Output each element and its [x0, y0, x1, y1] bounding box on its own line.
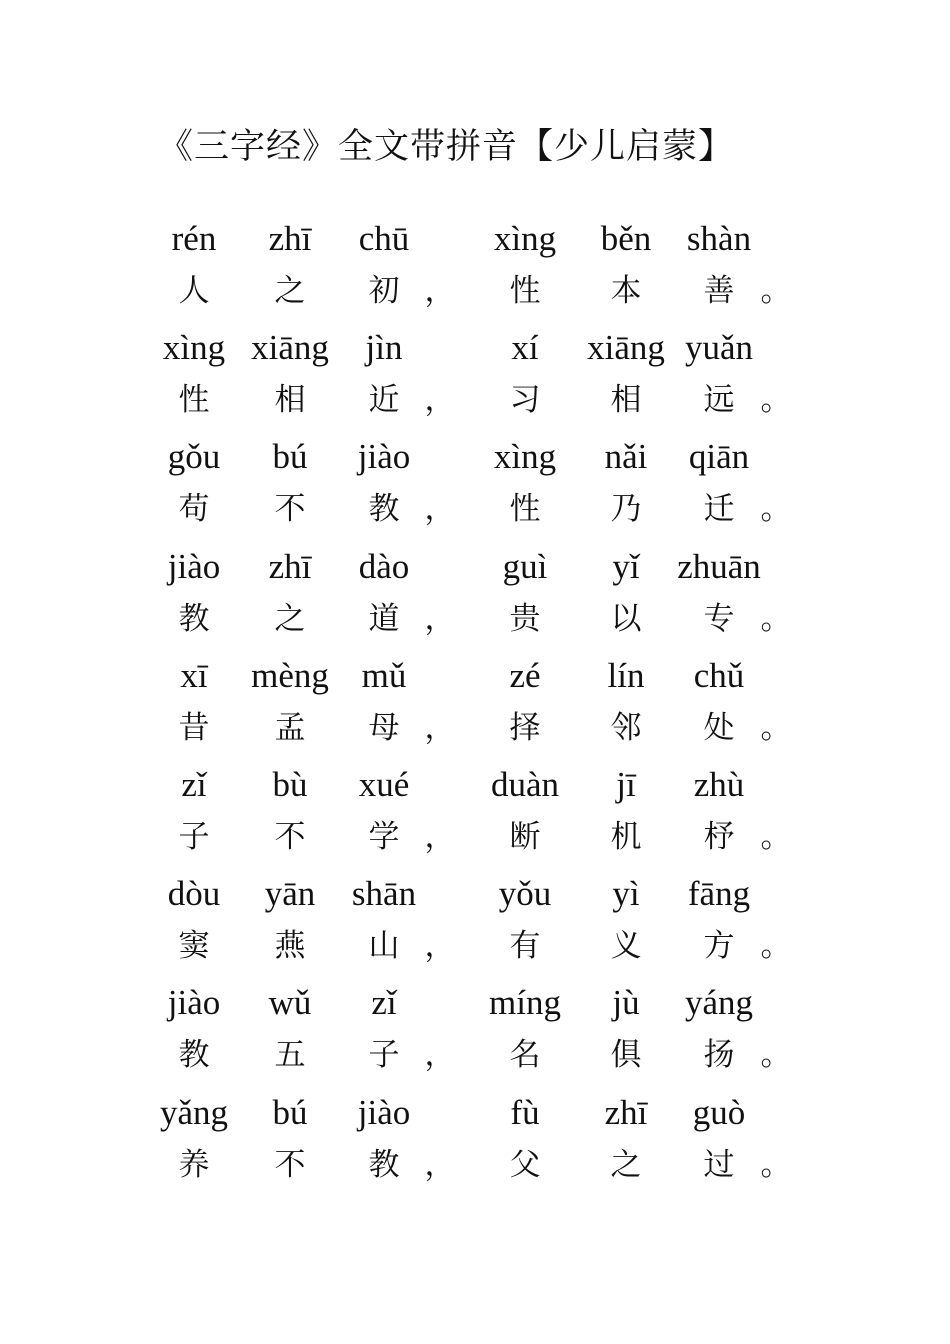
hanzi-character: 迁 — [703, 491, 735, 528]
pinyin-syllable: bù — [272, 765, 308, 804]
hanzi-character: 学 — [368, 819, 400, 855]
period-mark: 。 — [760, 382, 792, 419]
hanzi-character: 父 — [509, 1146, 541, 1183]
hanzi-character: 机 — [610, 819, 642, 855]
comma-mark: ， — [424, 600, 456, 637]
verse-line — [0, 656, 950, 756]
comma-mark: ， — [424, 382, 456, 419]
pinyin-syllable: zhù — [693, 765, 745, 804]
pinyin-syllable: zǐ — [371, 983, 397, 1023]
pinyin-syllable: duàn — [490, 765, 560, 804]
pinyin-syllable: xìng — [162, 328, 226, 368]
pinyin-syllable: dòu — [167, 874, 221, 914]
hanzi-character: 杼 — [703, 819, 735, 855]
hanzi-character: 不 — [274, 819, 306, 855]
hanzi-character: 性 — [178, 382, 210, 419]
hanzi-character: 扬 — [703, 1037, 735, 1074]
hanzi-character: 处 — [703, 709, 735, 746]
pinyin-syllable: guò — [692, 1092, 746, 1132]
pinyin-syllable: jiào — [357, 437, 411, 477]
period-mark: 。 — [760, 709, 792, 746]
period-mark: 。 — [760, 1146, 792, 1183]
pinyin-syllable: jìn — [365, 328, 403, 368]
hanzi-character: 教 — [368, 491, 400, 528]
hanzi-character: 母 — [368, 709, 400, 746]
verse-line — [0, 874, 950, 974]
hanzi-character: 教 — [178, 1037, 210, 1074]
pinyin-syllable: míng — [489, 983, 561, 1023]
hanzi-character: 俱 — [610, 1037, 642, 1074]
pinyin-syllable: xiāng — [251, 328, 329, 368]
hanzi-character: 相 — [274, 382, 306, 419]
verse-line — [0, 983, 950, 1083]
hanzi-character: 之 — [274, 273, 306, 309]
pinyin-syllable: chǔ — [693, 655, 745, 695]
verse-line — [0, 328, 950, 428]
verse-line — [0, 219, 950, 319]
hanzi-character: 养 — [178, 1146, 210, 1183]
hanzi-character: 专 — [703, 600, 735, 637]
pinyin-syllable: fāng — [687, 874, 751, 914]
period-mark: 。 — [760, 1037, 792, 1074]
hanzi-character: 不 — [274, 491, 306, 528]
hanzi-character: 择 — [509, 709, 541, 746]
hanzi-character: 道 — [368, 600, 400, 637]
hanzi-character: 窦 — [178, 928, 210, 965]
pinyin-syllable: yuǎn — [684, 328, 754, 368]
hanzi-character: 苟 — [178, 491, 210, 528]
pinyin-syllable: gǒu — [167, 437, 221, 477]
hanzi-character: 远 — [703, 382, 735, 419]
pinyin-syllable: zhī — [604, 1092, 648, 1132]
period-mark: 。 — [760, 491, 792, 528]
pinyin-syllable: chū — [358, 219, 410, 258]
pinyin-syllable: yáng — [684, 983, 754, 1023]
pinyin-syllable: zǐ — [181, 765, 207, 804]
pinyin-syllable: yì — [612, 874, 640, 914]
pinyin-syllable: jiào — [167, 546, 221, 586]
hanzi-character: 性 — [509, 491, 541, 528]
hanzi-character: 之 — [274, 600, 306, 637]
pinyin-syllable: dào — [358, 546, 410, 586]
hanzi-character: 教 — [368, 1146, 400, 1183]
pinyin-syllable: shān — [351, 874, 417, 914]
hanzi-character: 方 — [703, 928, 735, 965]
pinyin-syllable: běn — [600, 219, 652, 258]
pinyin-syllable: rén — [171, 219, 217, 258]
pinyin-syllable: xìng — [493, 219, 557, 258]
pinyin-syllable: nǎi — [604, 437, 648, 477]
period-mark: 。 — [760, 928, 792, 965]
hanzi-character: 教 — [178, 600, 210, 637]
pinyin-syllable: jù — [612, 983, 640, 1023]
pinyin-syllable: xí — [511, 328, 539, 368]
verse-line — [0, 547, 950, 647]
pinyin-syllable: zhī — [268, 219, 312, 258]
verse-line — [0, 765, 950, 865]
pinyin-syllable: bú — [272, 437, 308, 477]
hanzi-character: 有 — [509, 928, 541, 965]
pinyin-syllable: xiāng — [587, 328, 665, 368]
hanzi-character: 贵 — [509, 600, 541, 637]
hanzi-character: 以 — [610, 600, 642, 637]
pinyin-syllable: yǐ — [612, 546, 640, 586]
period-mark: 。 — [760, 273, 792, 309]
document-title: 《三字经》全文带拼音【少儿启蒙】 — [158, 127, 735, 167]
pinyin-syllable: yǎng — [159, 1092, 229, 1132]
pinyin-syllable: zhī — [268, 546, 312, 586]
pinyin-syllable: yǒu — [498, 874, 552, 914]
pinyin-syllable: guì — [502, 546, 548, 586]
comma-mark: ， — [424, 491, 456, 528]
pinyin-syllable: xìng — [493, 437, 557, 477]
comma-mark: ， — [424, 709, 456, 746]
hanzi-character: 本 — [610, 273, 642, 309]
hanzi-character: 之 — [610, 1146, 642, 1183]
hanzi-character: 孟 — [274, 709, 306, 746]
hanzi-character: 子 — [368, 1037, 400, 1074]
hanzi-character: 断 — [509, 819, 541, 855]
pinyin-syllable: xué — [358, 765, 410, 804]
hanzi-character: 相 — [610, 382, 642, 419]
hanzi-character: 名 — [509, 1037, 541, 1074]
comma-mark: ， — [424, 819, 456, 855]
hanzi-character: 邻 — [610, 709, 642, 746]
hanzi-character: 初 — [368, 273, 400, 309]
hanzi-character: 乃 — [610, 491, 642, 528]
hanzi-character: 燕 — [274, 928, 306, 965]
pinyin-syllable: jī — [616, 765, 636, 804]
comma-mark: ， — [424, 1146, 456, 1183]
pinyin-syllable: fù — [510, 1092, 540, 1132]
hanzi-character: 不 — [274, 1146, 306, 1183]
verse-line — [0, 1093, 950, 1193]
pinyin-syllable: xī — [180, 655, 208, 695]
hanzi-character: 近 — [368, 382, 400, 419]
hanzi-character: 昔 — [178, 709, 210, 746]
pinyin-syllable: zé — [509, 655, 541, 695]
comma-mark: ， — [424, 273, 456, 309]
pinyin-syllable: mèng — [251, 655, 329, 695]
period-mark: 。 — [760, 819, 792, 855]
hanzi-character: 习 — [509, 382, 541, 419]
period-mark: 。 — [760, 600, 792, 637]
hanzi-character: 善 — [703, 273, 735, 309]
comma-mark: ， — [424, 1037, 456, 1074]
verse-line — [0, 437, 950, 537]
hanzi-character: 人 — [178, 273, 210, 309]
pinyin-syllable: yān — [264, 874, 316, 914]
pinyin-syllable: qiān — [688, 437, 750, 477]
hanzi-character: 过 — [703, 1146, 735, 1183]
pinyin-syllable: mǔ — [361, 655, 407, 695]
hanzi-character: 义 — [610, 928, 642, 965]
hanzi-character: 五 — [274, 1037, 306, 1074]
pinyin-syllable: wǔ — [268, 983, 312, 1023]
comma-mark: ， — [424, 928, 456, 965]
pinyin-syllable: jiào — [167, 983, 221, 1023]
pinyin-syllable: zhuān — [677, 546, 761, 586]
hanzi-character: 子 — [178, 819, 210, 855]
pinyin-syllable: bú — [272, 1092, 308, 1132]
pinyin-syllable: shàn — [686, 219, 752, 258]
pinyin-syllable: lín — [607, 655, 645, 695]
hanzi-character: 性 — [509, 273, 541, 309]
hanzi-character: 山 — [368, 928, 400, 965]
pinyin-syllable: jiào — [357, 1092, 411, 1132]
